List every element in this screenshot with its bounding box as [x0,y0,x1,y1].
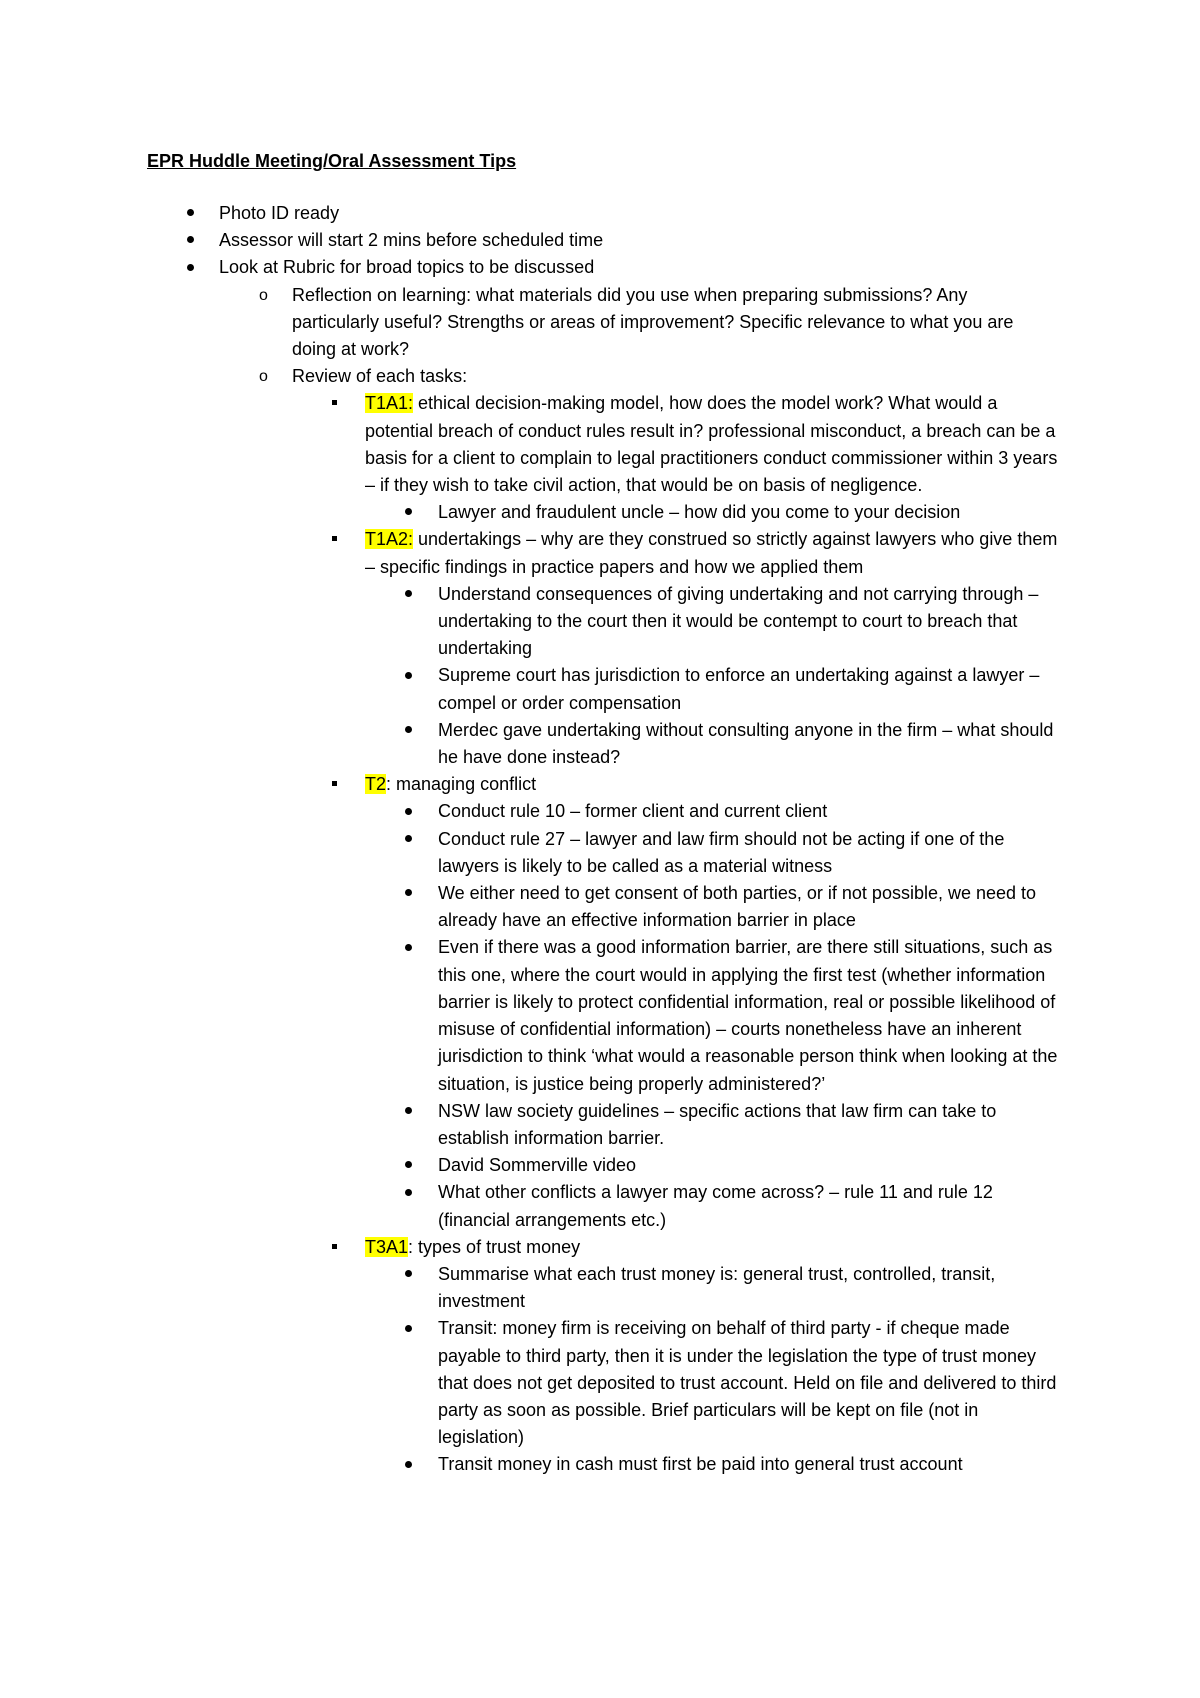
bullet-dot-icon [405,934,412,961]
list-item [0,1179,1059,1233]
document-title: EPR Huddle Meeting/Oral Assessment Tips [147,151,517,171]
bullet-dot-icon [405,1098,412,1125]
list-item-text: Review of each tasks: [292,366,468,387]
bullet-dot-icon [405,798,412,825]
bullet-square-icon [332,771,337,798]
bullet-dot-icon [405,1261,412,1288]
list-item-text: Summarise what each trust money is: general trust, controlled, transit, investment [438,1263,996,1312]
list-item-text: We either need to get consent of both parties, or if not possible, we need to already have an effective information barrier in place [438,883,1037,931]
bullet-dot-icon [405,1315,412,1342]
list-item [0,717,1059,771]
list-item-text: Understand consequences of giving undertaking and not carrying through – undertaking to the court then it would be contempt to court to breach that undertaking [438,583,1039,659]
list-item [0,826,1059,880]
bullet-dot-icon [405,581,412,608]
list-item-text: What other conflicts a lawyer may come across? – rule 11 and rule 12 (financial arrangements etc.) [438,1182,993,1230]
list-item-text: : managing conflict [386,774,537,795]
bullet-dot-icon [405,717,412,744]
list-item-text: Supreme court has jurisdiction to enforce an undertaking against a lawyer – compel or order compensation [438,665,1040,713]
list-item [0,227,1059,254]
list-item [0,1234,1059,1261]
bullet-dot-icon [405,1451,412,1478]
list-item-text: Look at Rubric for broad topics to be discussed [219,257,595,278]
list-item-text: Conduct rule 27 – lawyer and law firm should not be acting if one of the lawyers is likely to be called as a material witness [438,828,1005,876]
task-label: T1A1: [365,393,414,414]
list-item-text: Even if there was a good information barrier, are there still situations, such as this one, where the court would in applying the first test (whether information barrier is likely to protect confidential information, real or possible likelihood of misuse of confidential information) – courts nonetheless have an inherent jurisdiction to think ‘what would a reasonable person think when looking at the situation, is justice being properly administered?’ [438,937,1058,1094]
bullet-dot-icon [405,499,412,526]
bullet-circle-icon: o [259,286,268,304]
list-item-text: NSW law society guidelines – specific actions that law firm can take to establish information barrier. [438,1100,997,1148]
list-item-text: Assessor will start 2 mins before scheduled time [219,230,604,251]
list-item [0,581,1059,663]
bullet-square-icon [332,1234,337,1261]
list-item-text: Merdec gave undertaking without consulting anyone in the firm – what should he have done instead? [438,719,1054,768]
list-item-text: : types of trust money [408,1236,581,1257]
task-label: T1A2: [365,529,414,550]
list-item-text: Transit money in cash must first be paid into general trust account [438,1454,963,1475]
list-item [0,390,1059,499]
list-item [0,662,1059,716]
bullet-list [0,200,1200,1479]
list-item [0,1315,1059,1451]
bullet-dot-icon [405,826,412,853]
list-item [0,1451,1059,1478]
list-item [0,363,1059,390]
list-item [0,254,1059,281]
bullet-square-icon [332,526,337,553]
bullet-dot-icon [187,254,194,281]
list-item [0,1098,1059,1152]
task-label: T3A1 [365,1236,409,1257]
list-item [0,1261,1059,1315]
bullet-dot-icon [405,880,412,907]
list-item [0,499,1059,526]
bullet-dot-icon [405,1179,412,1206]
task-label: T2 [365,774,387,795]
bullet-square-icon [332,390,337,417]
list-item-text: Conduct rule 10 – former client and current client [438,801,828,822]
list-item-text: Lawyer and fraudulent uncle – how did you come to your decision [438,502,961,523]
list-item [0,880,1059,934]
list-item [0,1152,1059,1179]
list-item-text: Transit: money firm is receiving on behalf of third party - if cheque made payable to third party, then it is under the legislation the type of trust money that does not get deposited to trust account. Held on file and delivered to third party as soon as possible. Brief particulars will be kept on file (not in legislation) [438,1318,1057,1448]
bullet-dot-icon [405,662,412,689]
list-item-text: undertakings – why are they construed so strictly against lawyers who give them – specific findings in practice papers and how we applied them [365,529,1058,577]
bullet-dot-icon [405,1152,412,1179]
list-item [0,526,1059,580]
list-item [0,771,1059,798]
list-item [0,798,1059,825]
list-item-text: David Sommerville video [438,1155,637,1176]
list-item [0,934,1059,1097]
bullet-dot-icon [187,200,194,227]
bullet-dot-icon [187,227,194,254]
list-item [0,282,1059,364]
list-item-text: ethical decision-making model, how does the model work? What would a potential breach of conduct rules result in? professional misconduct, a breach can be a basis for a client to complain to legal practitioners conduct commissioner within 3 years – if they wish to take civil action, that would be on basis of negligence. [365,393,1058,496]
list-item-text: Photo ID ready [219,203,340,223]
list-item-text: Reflection on learning: what materials did you use when preparing submissions? Any particularly useful? Strengths or areas of improvement? Specific relevance to what you are doing at work? [292,284,1014,360]
list-item [0,200,1059,227]
bullet-circle-icon: o [259,368,268,386]
